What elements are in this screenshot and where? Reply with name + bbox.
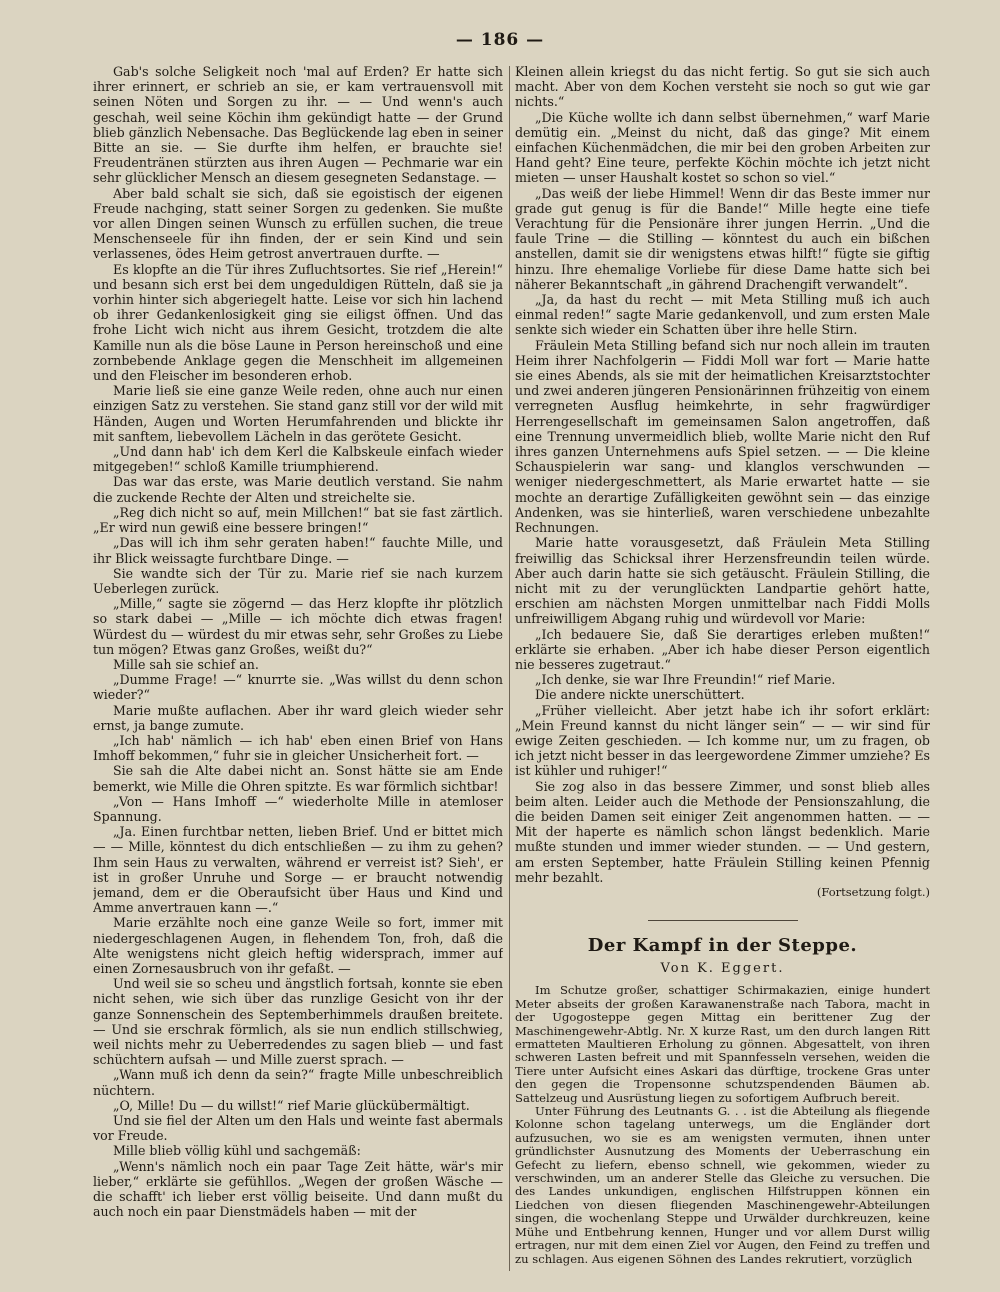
paragraph: „Ich denke, sie war Ihre Freundin!“ rief Marie. xyxy=(535,672,836,688)
paragraph: „Ich bedauere Sie, daß Sie derartiges erleben mußten!“ erklärte sie erhaben. „Aber ich habe dieser Person eigentlich nie besseres zugetraut.“ xyxy=(515,626,930,672)
paragraph: Und sie fiel der Alten um den Hals und weinte fast abermals vor Freude. xyxy=(93,1113,503,1144)
paragraph: Sie zog also in das bessere Zimmer, und sonst blieb alles beim alten. Leider auch die Methode der Pensionszahlung, die die beiden Damen seit einiger Zeit angenommen hatten. — — Mit der haperte es nämlich schon längst bedenklich. Marie mußte stunden und immer wieder stunden. — — Und gestern, am ersten September, hatte Fräulein Stilling keinen Pfennig mehr bezahlt. xyxy=(515,778,930,885)
right-column-story xyxy=(515,64,930,885)
page-number: — 186 — xyxy=(455,30,545,50)
paragraph: „Früher vielleicht. Aber jetzt habe ich ihr sofort erklärt: „Mein Freund kannst du nicht länger sein“ — — wir sind für ewige Zeiten geschieden. — Ich komme nur, um zu fragen, ob ich jetzt nicht besser in das leergewordene Zimmer umziehe? Es ist kühler und ruhiger!“ xyxy=(515,702,930,779)
left-column xyxy=(93,64,503,1279)
article-title: Der Kampf in der Steppe. xyxy=(587,935,858,957)
paragraph: Sie wandte sich der Tür zu. Marie rief sie nach kurzem Ueberlegen zurück. xyxy=(93,565,503,596)
section-divider xyxy=(648,920,798,921)
continuation-note: (Fortsetzung folgt.) xyxy=(816,884,930,899)
paragraph: Im Schutze großer, schattiger Schirmakazien, einige hundert Meter abseits der großen Karawanenstraße nach Tabora, macht in der Ugogosteppe gegen Mittag ein berittener Zug der Maschinengewehr-Abtlg. Nr. X kurze Rast, um den durch langen Ritt ermatteten Maultieren Erholung zu gönnen. Abgesattelt, von ihren schweren Lasten befreit und mit Spannfesseln versehen, weiden die Tiere unter Aufsicht eines Askari das dürftige, trockene Gras unter den gegen die Tropensonne schutzspendenden Bäumen ab. Sattelzeug und Ausrüstung liegen zu sofortigem Aufbruch bereit. xyxy=(515,983,930,1105)
right-column xyxy=(515,64,930,1279)
paragraph: Sie sah die Alte dabei nicht an. Sonst hätte sie am Ende bemerkt, wie Mille die Ohren spitzte. Es war förmlich sichtbar! xyxy=(93,763,503,794)
paragraph: Marie ließ sie eine ganze Weile reden, ohne auch nur einen einzigen Satz zu verstehen. Sie stand ganz still vor der wild mit Händen, Augen und Worten Herumfahrenden und blickte ihr mit sanftem, liebevollem Lächeln in das gerötete Gesicht. xyxy=(93,383,503,444)
paragraph: Marie mußte auflachen. Aber ihr ward gleich wieder sehr ernst, ja bange zumute. xyxy=(93,702,503,733)
article-byline: Von K. Eggert. xyxy=(660,961,785,977)
paragraph: Gab's solche Seligkeit noch 'mal auf Erden? Er hatte sich ihrer erinnert, er schrieb an sie, er kam vertrauensvoll mit seinen Nöten und Sorgen zu ihr. — — Und wenn's auch geschah, weil seine Köchin ihm gekündigt hatte — der Grund blieb gänzlich Nebensache. Das Beglückende lag eben in seiner Bitte an sie. — Sie durfte ihm helfen, er brauchte sie! Freudentränen stürzten aus ihren Augen — Pechmarie war ein sehr glücklicher Mensch an diesem gesegneten Sedanstage. — xyxy=(93,64,503,186)
paragraph: Und weil sie so scheu und ängstlich fortsah, konnte sie eben nicht sehen, wie sich über das runzlige Gesicht von ihr der ganze Sonnenschein des Septemberhimmels draußen breitete. — Und sie erschrak förmlich, als sie nun endlich stillschwieg, weil nichts mehr zu Ueberredendes zu sagen blieb — und fast schüchtern aufsah — und Mille zuerst sprach. — xyxy=(93,976,503,1068)
paragraph: „Ja, da hast du recht — mit Meta Stilling muß ich auch einmal reden!“ sagte Marie gedankenvoll, und zum ersten Male senkte sich wieder ein Schatten über ihre helle Stirn. xyxy=(515,292,930,338)
paragraph: „O, Mille! Du — du willst!“ rief Marie glückübermältigt. xyxy=(113,1097,470,1113)
paragraph: Fräulein Meta Stilling befand sich nur noch allein im trauten Heim ihrer Nachfolgerin — Fiddi Moll war fort — Marie hatte sie eines Abends, als sie mit der heimatlichen Kreisarztstochter und zwei anderen jüngeren Pensionärinnen frühzeitig von einem verregneten Ausflug heimkehrte, in sehr fragwürdiger Herrengesellschaft im gemeinsamen Salon angetroffen, daß eine Trennung unvermeidlich blieb, wollte Marie nicht den Ruf ihres ganzen Unternehmens aufs Spiel setzen. — — Die kleine Schauspielerin war sang- und klanglos verschwunden — weniger niedergeschmettert, als Marie erwartet hatte — sie mochte an derartige Zufälligkeiten gewöhnt sein — das einzige Andenken, was sie hinterließ, waren verschiedene unbezahlte Rechnungen. xyxy=(515,337,930,536)
paragraph: Das war das erste, was Marie deutlich verstand. Sie nahm die zuckende Rechte der Alten und streichelte sie. xyxy=(93,474,503,505)
paragraph: „Mille,“ sagte sie zögernd — das Herz klopfte ihr plötzlich so stark dabei — „Mille — ich möchte dich etwas fragen! Würdest du — würdest du mir etwas sehr, sehr Großes zu Liebe tun mögen? Etwas ganz Großes, weißt du?“ xyxy=(93,596,503,657)
article-body xyxy=(515,984,930,1266)
column-divider xyxy=(509,66,510,1271)
paragraph: „Das weiß der liebe Himmel! Wenn dir das Beste immer nur grade gut genug is für die Bande!“ Mille hegte eine tiefe Verachtung für die Pensionäre ihrer jungen Herrin. „Und die faule Trine — die Stilling — könntest du auch ein bißchen anstellen, damit sie dir wenigstens etwas hilft!“ fügte sie giftig hinzu. Ihre ehemalige Vorliebe für diese Dame hatte sich bei näherer Bekanntschaft „in gährend Drachengift verwandelt“. xyxy=(515,185,930,292)
paragraph: „Und dann hab' ich dem Kerl die Kalbskeule einfach wieder mitgegeben!“ schloß Kamille triumphierend. xyxy=(93,444,503,475)
paragraph: Mille blieb völlig kühl und sachgemäß: xyxy=(113,1143,361,1159)
paragraph: „Von — Hans Imhoff —“ wiederholte Mille in atemloser Spannung. xyxy=(93,793,503,824)
paragraph: „Wann muß ich denn da sein?“ fragte Mille unbeschreiblich nüchtern. xyxy=(93,1067,503,1098)
paragraph: Die andere nickte unerschüttert. xyxy=(535,687,745,703)
paragraph: Mille sah sie schief an. xyxy=(113,656,259,672)
paragraph: „Dumme Frage! —“ knurrte sie. „Was willst du denn schon wieder?“ xyxy=(93,672,503,703)
paragraph: Kleinen allein kriegst du das nicht fertig. So gut sie sich auch macht. Aber von dem Kochen versteht sie noch so gut wie gar nichts.“ xyxy=(515,64,930,110)
paragraph: Unter Führung des Leutnants G. . . ist die Abteilung als fliegende Kolonne schon tagelang unterwegs, um die Engländer dort aufzusuchen, wo sie es am wenigsten vermuten, ihnen unter gründlichster Ausnutzung des Moments der Ueberraschung ein Gefecht zu liefern, ebenso schnell, wie gekommen, wieder zu verschwinden, um an anderer Stelle das Gleiche zu versuchen. Die des Landes unkundigen, englischen Hilfstruppen können ein Liedchen von diesen fliegenden Maschinengewehr-Abteilungen singen, die wochenlang Steppe und Urwälder durchkreuzen, keine Mühe und Entbehrung kennen, Hunger und vor allem Durst willig ertragen, nur mit dem einen Ziel vor Augen, den Feind zu treffen und zu schlagen. Aus eigenen Söhnen des Landes rekrutiert, vorzüglich xyxy=(515,1104,930,1266)
paragraph: „Das will ich ihm sehr geraten haben!“ fauchte Mille, und ihr Blick weissagte furchtbare Dinge. — xyxy=(93,535,503,566)
paragraph: Marie hatte vorausgesetzt, daß Fräulein Meta Stilling freiwillig das Schicksal ihrer Herzensfreundin teilen würde. Aber auch darin hatte sie sich getäuscht. Fräulein Stilling, die nicht mit zu der verunglückten Landpartie gehört hatte, erschien am nächsten Morgen unmittelbar nach Fiddi Molls unfreiwilligem Abgang ruhig und würdevoll vor Marie: xyxy=(515,535,930,627)
paragraph: Marie erzählte noch eine ganze Weile so fort, immer mit niedergeschlagenen Augen, in flehendem Ton, froh, daß die Alte wenigstens nicht gleich heftig widersprach, immer auf einen Zornesausbruch von ihr gefaßt. — xyxy=(93,915,503,976)
paragraph: „Wenn's nämlich noch ein paar Tage Zeit hätte, wär's mir lieber,“ erklärte sie gefühllos. „Wegen der großen Wäsche — die schafft' ich lieber erst völlig beiseite. Und dann mußt du auch noch ein paar Dienstmädels haben — mit der xyxy=(93,1158,503,1220)
paragraph: Aber bald schalt sie sich, daß sie egoistisch der eigenen Freude nachging, statt seiner Sorgen zu gedenken. Sie mußte vor allen Dingen seinen Wunsch zu erfüllen suchen, die treue Menschenseele für ihn finden, der er sein Kind und sein verlassenes, ödes Heim getrost anvertrauen durfte. — xyxy=(93,185,503,262)
paragraph: Es klopfte an die Tür ihres Zufluchtsortes. Sie rief „Herein!“ und besann sich erst bei dem ungeduldigen Rütteln, daß sie ja vorhin hinter sich abgeriegelt hatte. Leise vor sich hin lachend ob ihrer Gedankenlosigkeit ging sie eiligst öffnen. Und das frohe Licht wich nicht aus ihrem Gesicht, trotzdem die alte Kamille nun als die böse Laune in Person hereinschoß und eine zornbebende Anklage gegen die Menschheit im allgemeinen und den Fleischer im besonderen erhob. xyxy=(93,261,503,384)
paragraph: „Die Küche wollte ich dann selbst übernehmen,“ warf Marie demütig ein. „Meinst du nicht, daß das ginge? Mit einem einfachen Küchenmädchen, die mir bei den groben Arbeiten zur Hand geht? Eine teure, perfekte Köchin möchte ich jetzt nicht mieten — unser Haushalt kostet so schon so viel.“ xyxy=(515,109,930,186)
paragraph: „Ich hab' nämlich — ich hab' eben einen Brief von Hans Imhoff bekommen,“ fuhr sie in gleicher Unsicherheit fort. — xyxy=(93,732,503,764)
paragraph: „Reg dich nicht so auf, mein Millchen!“ bat sie fast zärtlich. „Er wird nun gewiß eine bessere bringen!“ xyxy=(93,504,503,536)
paragraph: „Ja. Einen furchtbar netten, lieben Brief. Und er bittet mich — — Mille, könntest du dich entschließen — zu ihm zu gehen? Ihm sein Haus zu verwalten, während er verreist ist? Sieh', er ist in großer Unruhe und Sorge — er braucht notwendig jemand, dem er die Oberaufsicht über Haus und Kind und Amme anvertrauen kann —.“ xyxy=(93,824,503,916)
